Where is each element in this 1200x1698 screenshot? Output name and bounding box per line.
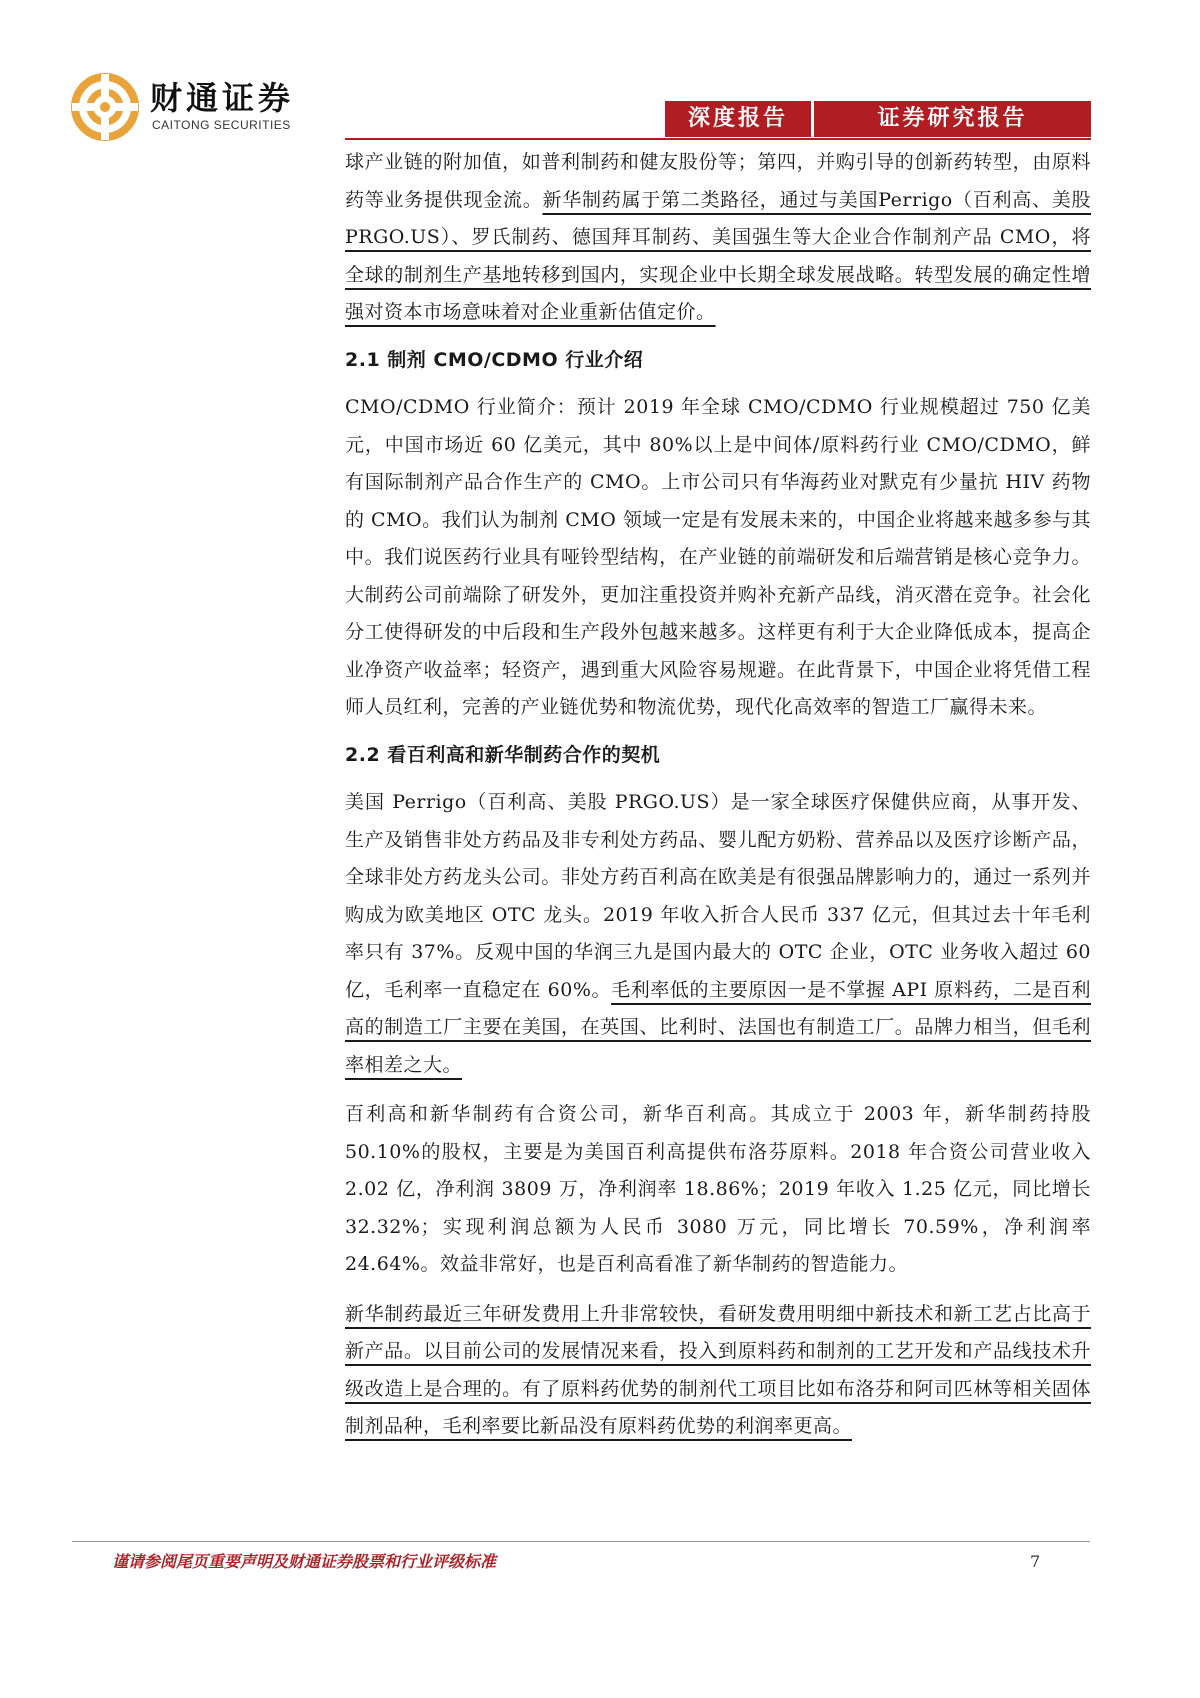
report-body (345, 144, 1091, 1446)
spacer (345, 1084, 1091, 1096)
underlined-text: 毛利率低的主要原因一是不掌握 API 原料药，二是百利高的制造工厂主要在美国，在英国、比利时、法国也有制造工厂。品牌力相当，但毛利率相差之大。 (345, 978, 1092, 1076)
paragraph-transformation-paths (345, 144, 1091, 332)
badge-in-depth-report: 深度报告 (665, 101, 811, 137)
paragraph-text: 美国 Perrigo（百利高、美股 PRGO.US）是一家全球医疗保健供应商，从事开发、生产及销售非处方药品及非专利处方药品、婴儿配方奶粉、营养品以及医疗诊断产品，全球非处方药龙头公司。非处方药百利高在欧美是有很强品牌影响力的，通过一系列并购成为欧美地区 OTC 龙头。2019 年收入折合人民币 337 亿元，但其过去十年毛利率只有 37%。反观中国的华润三九是国内最大的 OTC 企业，OTC 业务收入超过 60 亿，毛利率一直稳定在 60%。 (345, 791, 1091, 1001)
report-type-badges (665, 101, 1091, 137)
page-number: 7 (1030, 1552, 1041, 1571)
footer-disclaimer: 谨请参阅尾页重要声明及财通证券股票和行业评级标准 (112, 1552, 497, 1571)
paragraph-cmo-intro: CMO/CDMO 行业简介：预计 2019 年全球 CMO/CDMO 行业规模超过 750 亿美元，中国市场近 60 亿美元，其中 80%以上是中间体/原料药行业 CMO/CDMO，鲜有国际制剂产品合作生产的 CMO。上市公司只有华海药业对默克有少量抗 HIV 药物的 CMO。我们认为制剂 CMO 领域一定是有发展未来的，中国企业将越来越多参与其中。我们说医药行业具有哑铃型结构，在产业链的前端研发和后端营销是核心竞争力。大制药公司前端除了研发外，更加注重投资并购补充新产品线，消灭潜在竞争。社会化分工使得研发的中后段和生产段外包越来越多。这样更有利于大企业降低成本，提高企业净资产收益率；轻资产，遇到重大风险容易规避。在此背景下，中国企业将凭借工程师人员红利，完善的产业链优势和物流优势，现代化高效率的智造工厂赢得未来。 (345, 396, 1091, 718)
paragraph-rd-expense: 新华制药最近三年研发费用上升非常较快，看研发费用明细中新技术和新工艺占比高于新产品。以目前公司的发展情况来看，投入到原料药和制剂的工艺开发和产品线技术升级改造上是合理的。有了原料药优势的制剂代工项目比如布洛芬和阿司匹林等相关固体制剂品种，毛利率要比新品没有原料药优势的利润率更高。 (345, 1302, 1091, 1437)
header-divider (345, 138, 1091, 140)
page-header (0, 0, 1200, 150)
underlined-text: 新华制药属于第二类路径，通过与美国Perrigo（百利高、美股 PRGO.US）、罗氏制药、德国拜耳制药、美国强生等大企业合作制剂产品 CMO，将全球的制剂生产基地转移到国内，实现企业中长期全球发展战略。转型发展的确定性增强对资本市场意味着对企业重新估值定价。 (345, 188, 1091, 323)
spacer (345, 379, 1091, 389)
section-title-2-1: 2.1 制剂 CMO/CDMO 行业介绍 (345, 348, 644, 371)
caitong-logo-icon (70, 72, 140, 142)
spacer (345, 727, 1091, 737)
section-title-2-2: 2.2 看百利高和新华制药合作的契机 (345, 743, 661, 766)
brand-name-cn: 财通证券 (150, 79, 295, 117)
paragraph-joint-venture: 百利高和新华制药有合资公司，新华百利高。其成立于 2003 年，新华制药持股 50.10%的股权，主要是为美国百利高提供布洛芬原料。2018 年合资公司营业收入 2.02 亿，净利润 3809 万，净利润率 18.86%；2019 年收入 1.25 亿元，同比增长 32.32%；实现利润总额为人民币 3080 万元，同比增长 70.59%，净利润率 24.64%。效益非常好，也是百利高看准了新华制药的智造能力。 (345, 1103, 1091, 1275)
badge-securities-research-report: 证券研究报告 (814, 101, 1091, 137)
spacer (345, 774, 1091, 784)
footer-divider (72, 1541, 1090, 1542)
spacer (345, 332, 1091, 342)
paragraph-perrigo (345, 784, 1091, 1084)
paragraph-text: 球产业链的附加值，如普利制药和健友股份等；第四，并购引导的创新药转型，由原料药等业务提供现金流。 (345, 151, 1091, 211)
brand-name-en: CAITONG SECURITIES (152, 118, 291, 132)
spacer (345, 1284, 1091, 1296)
